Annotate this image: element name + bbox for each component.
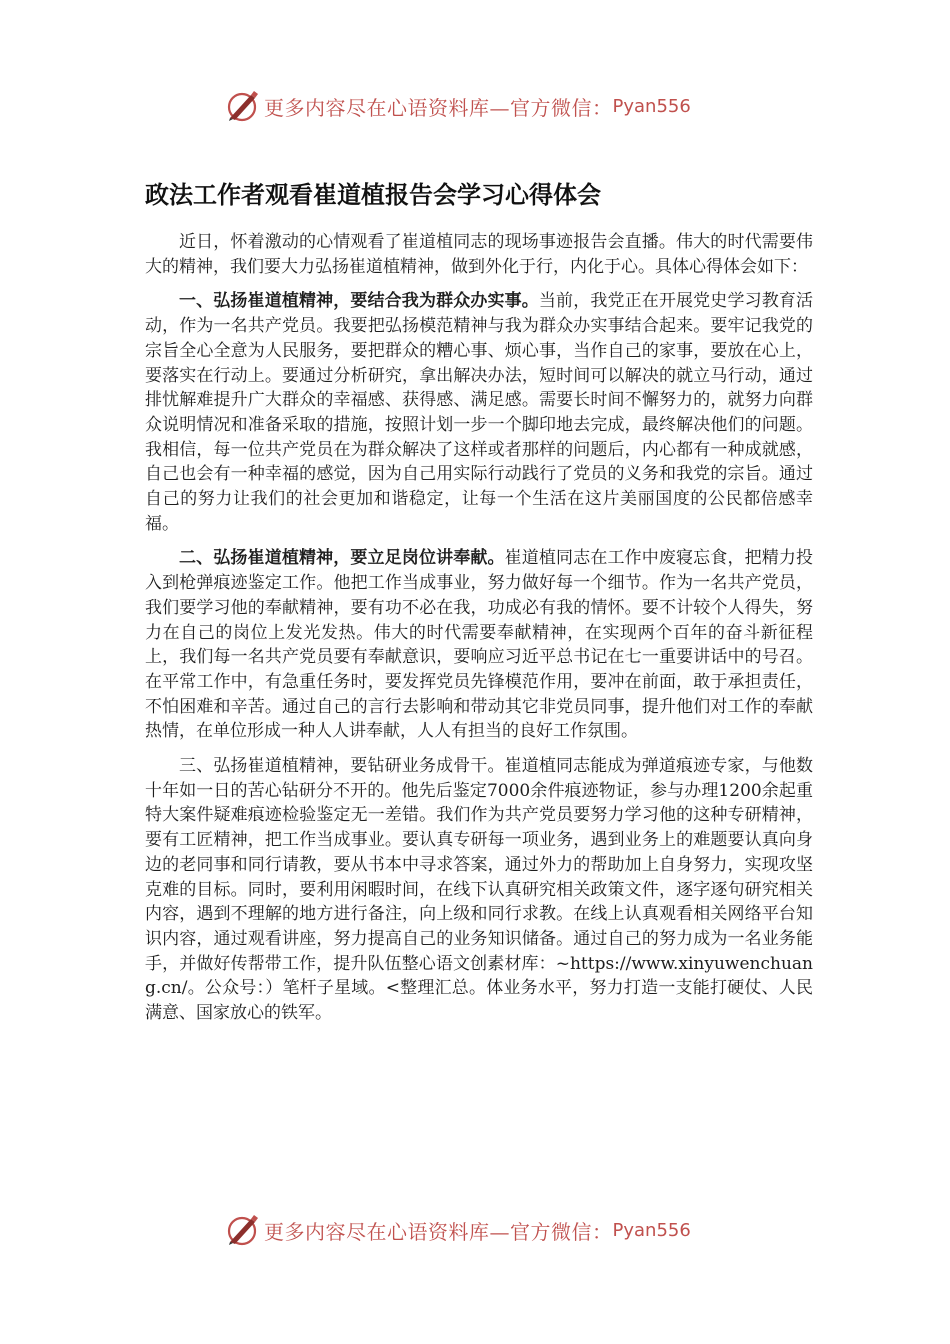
section-2-body: 崔道植同志在工作中废寝忘食，把精力投入到枪弹痕迹鉴定工作。他把工作当成事业，努力做好每一个细节。作为一名共产党员，我们要学习他的奉献精神，要有功不必在我，功成必有我的情怀。要不计较个人得失，努力在自己的岗位上发光发热。伟大的时代需要奉献精神，在实现两个百年的奋斗新征程上，我们每一名共产党员要有奉献意识，要响应习近平总书记在七一重要讲话中的号召。在平常工作中，有急重任务时，要发挥党员先锋模范作用，要冲在前面，敢于承担责任，不怕困难和辛苦。通过自己的言行去影响和带动其它非党员同事，提升他们对工作的奉献热情，在单位形成一种人人讲奉献，人人有担当的良好工作氛围。 — [145, 548, 814, 742]
wechat-id: Pyan556 — [612, 95, 691, 117]
section-1-paragraph — [145, 289, 813, 536]
intro-paragraph: 近日，怀着激动的心情观看了崔道植同志的现场事迹报告会直播。伟大的时代需要伟大的精神，我们要大力弘扬崔道植精神，做到外化于行，内化于心。具体心得体会如下： — [145, 232, 813, 277]
header-banner — [0, 86, 950, 126]
footer-wechat-id: Pyan556 — [612, 1219, 691, 1241]
section-2-heading: 二、弘扬崔道植精神，要立足岗位讲奉献。 — [179, 548, 505, 569]
pen-circle-logo-icon — [224, 88, 260, 124]
section-2-paragraph — [145, 546, 813, 744]
section-3-paragraph: 三、弘扬崔道植精神，要钻研业务成骨干。崔道植同志能成为弹道痕迹专家，与他数十年如一日的苦心钻研分不开的。他先后鉴定7000余件痕迹物证，参与办理1200余起重特大案件疑难痕迹检验鉴定无一差错。我们作为共产党员要努力学习他的这种专研精神，要有工匠精神，把工作当成事业。要认真专研每一项业务，遇到业务上的难题要认真向身边的老同事和同行请教，要从书本中寻求答案，通过外力的帮助加上自身努力，实现攻坚克难的目标。同时，要利用闲暇时间，在线下认真研究相关政策文件，逐字逐句研究相关内容，遇到不理解的地方进行备注，向上级和同行求教。在线上认真观看相关网络平台知识内容，通过观看讲座，努力提高自己的业务知识储备。通过自己的努力成为一名业务能手，并做好传帮带工作，提升队伍整心语文创素材库：~https://www.xinyuwenchuang.cn/。公众号：）笔杆子星域。<整理汇总。体业务水平，努力打造一支能打硬仗、人民满意、国家放心的铁军。 — [145, 756, 813, 1024]
pen-circle-logo-icon — [224, 1212, 260, 1248]
document-body — [145, 230, 813, 1036]
document-title: 政法工作者观看崔道植报告会学习心得体会 — [145, 181, 601, 209]
section-1-body: 当前，我党正在开展党史学习教育活动，作为一名共产党员。我要把弘扬模范精神与我为群众办实事结合起来。要牢记我党的宗旨全心全意为人民服务，要把群众的糟心事、烦心事，当作自己的家事，要放在心上，要落实在行动上。要通过分析研究，拿出解决办法，短时间可以解决的就立马行动，通过排忧解难提升广大群众的幸福感、获得感、满足感。需要长时间不懈努力的，就努力向群众说明情况和准备采取的措施，按照计划一步一个脚印地去完成，最终解决他们的问题。我相信，每一位共产党员在为群众解决了这样或者那样的问题后，内心都有一种成就感，自己也会有一种幸福的感觉，因为自己用实际行动践行了党员的义务和我党的宗旨。通过自己的努力让我们的社会更加和谐稳定，让每一个生活在这片美丽国度的公民都倍感幸福。 — [145, 291, 814, 534]
footer-banner-text: 更多内容尽在心语资料库—官方微信： — [264, 1219, 613, 1244]
section-1-heading: 一、弘扬崔道植精神，要结合我为群众办实事。 — [179, 291, 539, 312]
footer-banner — [0, 1210, 950, 1250]
banner-text: 更多内容尽在心语资料库—官方微信： — [264, 95, 613, 120]
